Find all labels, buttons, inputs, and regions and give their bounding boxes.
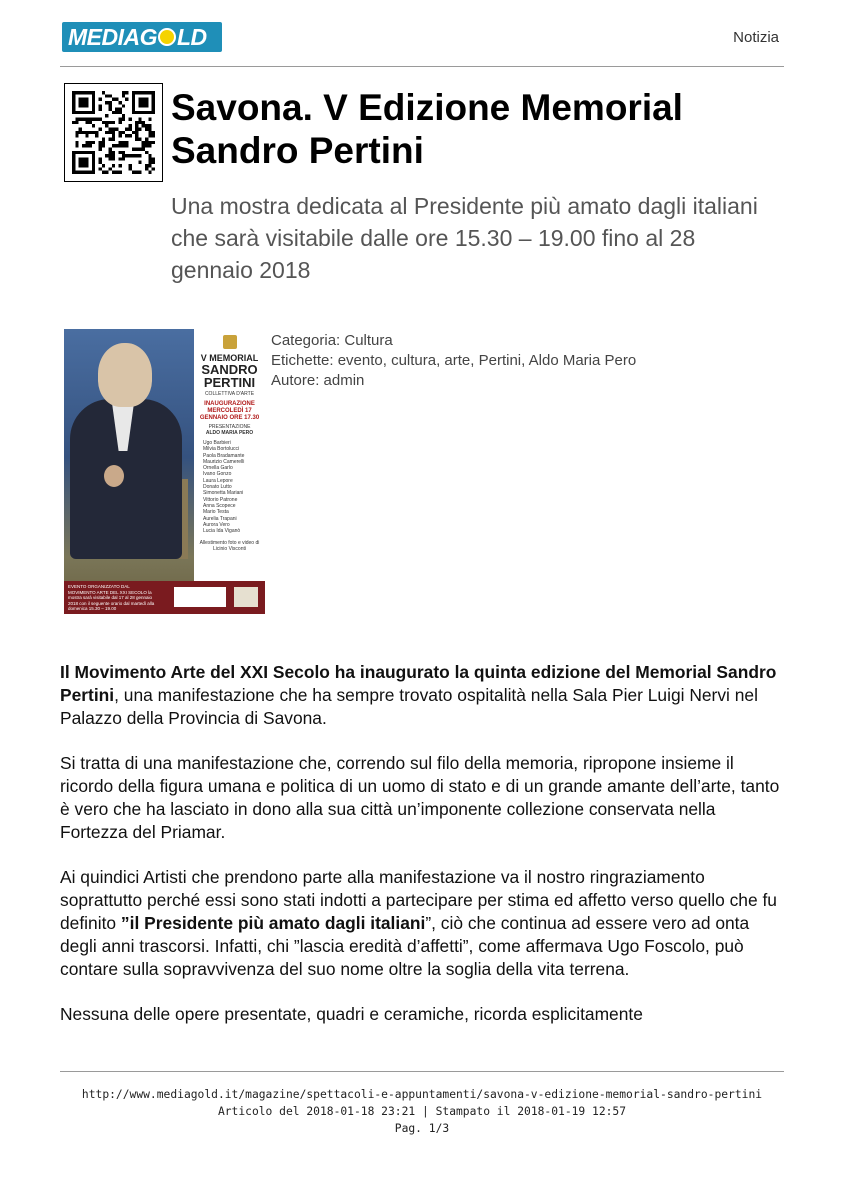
paragraph-1-bold: Il Movimento Arte del XXI Secolo ha inaugurato la quinta edizione del Memorial Sandro Pertini: [60, 662, 777, 705]
poster-artist-name: Mario Testa: [203, 509, 229, 516]
qr-code-icon: [64, 83, 163, 182]
poster-line1: V MEMORIAL: [200, 353, 259, 363]
poster-artist-name: Paola Bradamante: [203, 452, 245, 459]
poster-artist-name: Ornella Garlo: [203, 465, 233, 472]
section-label: Notizia: [733, 29, 779, 46]
paragraph-1: [60, 661, 784, 730]
poster-artist-name: Vittorio Patrone: [203, 496, 238, 503]
poster-artist-name: Donato Lutto: [203, 484, 232, 491]
poster-text-panel: [194, 329, 265, 581]
paragraph-3-bold: ”il Presidente più amato dagli italiani: [120, 913, 426, 933]
poster-artist-name: Aurora Vero: [203, 521, 230, 528]
poster-artist-name: Aurelia Trapani: [203, 515, 237, 522]
poster-presenter-label: PRESENTAZIONE: [208, 424, 251, 430]
paragraph-2: Si tratta di una manifestazione che, correndo sul filo della memoria, ripropone insieme il ricordo della figura umana e politica di un uomo di stato e di un grande amante dell’arte, tanto è vero che ha lasciato in dono alla sua città un’imponente collezione conservata nella Fortezza del Priamar.: [60, 753, 780, 842]
header-divider: [60, 66, 784, 67]
poster-footer-band: [64, 581, 265, 614]
poster-line4: COLLETTIVA D'ARTE: [204, 391, 255, 397]
article-subtitle: Una mostra dedicata al Presidente più amato dagli italiani che sarà visitabile dalle ore 15.30 – 19.00 fino al 28 gennaio 2018: [171, 193, 758, 283]
poster-artist-name: Ugo Barbieri: [203, 440, 231, 446]
poster-emblem-icon: [223, 335, 237, 349]
poster-footer-text: EVENTO ORGANIZZATO DAL MOVIMENTO ARTE DEL XXI SECOLO la mostra sarà visitabile dal 17 al 28 gennaio 2018 con il seguente orario dal martedì alla domenica 15.30 – 19.00: [68, 584, 155, 611]
poster-portrait-head: [98, 343, 152, 407]
poster-presenter: ALDO MARIA PERO: [205, 430, 254, 436]
poster-partner-logo: [234, 587, 258, 607]
poster-sponsor-logo: [174, 587, 226, 607]
meta-author: Autore: admin: [271, 372, 365, 389]
poster-inauguration-date: MERCOLEDÌ 17 GENNAIO ORE 17.30: [199, 408, 260, 421]
poster-artist-name: Anna Scopece: [203, 502, 236, 509]
paragraph-4: Nessuna delle opere presentate, quadri e ceramiche, ricorda esplicitamente: [60, 1004, 643, 1024]
poster-artist-name: Ivano Gonzo: [203, 471, 232, 478]
article-meta: [271, 331, 636, 391]
poster-artist-name: Lucia Ida Viganò: [203, 528, 241, 535]
poster-artist-name: Milvia Bortolucci: [203, 446, 240, 453]
poster-portrait-hand: [104, 465, 124, 487]
article-body: [60, 661, 784, 1048]
qr-code-graphic: [72, 91, 155, 174]
poster-line3: PERTINI: [203, 375, 256, 390]
logo-text-right: LD: [177, 23, 207, 50]
poster-line2: SANDRO: [201, 362, 258, 377]
logo-text-left: MEDIAG: [68, 23, 157, 50]
paragraph-1-rest: , una manifestazione che ha sempre trovato ospitalità nella Sala Pier Luigi Nervi nel Palazzo della Provincia di Savona.: [60, 685, 758, 728]
footer-divider: [60, 1071, 784, 1072]
meta-category: Categoria: Cultura: [271, 332, 393, 349]
footer-url[interactable]: http://www.mediagold.it/magazine/spettacoli-e-appuntamenti/savona-v-edizione-memorial-sandro-pertini: [81, 1088, 763, 1101]
poster-artist-name: Laura Lepore: [203, 477, 233, 484]
footer-page: Pag. 1/3: [394, 1122, 450, 1135]
poster-artist-list: [197, 440, 262, 534]
poster-artist-name: Maurizio Camerelli: [203, 458, 245, 465]
paragraph-3-part1: Ai quindici Artisti che prendono parte alla manifestazione va il nostro ringraziamento soprattutto perché essi sono stati indotti a partecipare per stima ed affetto verso quello che fu definito: [60, 867, 777, 933]
logo-o-icon: [158, 28, 176, 46]
print-footer: [60, 1086, 784, 1137]
meta-tags: Etichette: evento, cultura, arte, Pertini, Aldo Maria Pero: [271, 352, 637, 369]
poster-artist-name: Simonetta Mariani: [203, 490, 244, 497]
paragraph-3-part2: ”, ciò che continua ad essere vero ad onta degli anni trascorsi. Infatti, chi ”lascia eredità d’affetti”, come affermava Ugo Foscolo, può contare sulla sopravvivenza del suo nome oltre la soglia della vita terrena.: [60, 913, 750, 979]
poster-credits: Allestimento foto e video di Licinio Visconti: [199, 540, 260, 553]
poster-inauguration: INAUGURAZIONE: [204, 401, 255, 407]
paragraph-3: [60, 866, 784, 981]
mediagold-logo[interactable]: [62, 22, 222, 52]
footer-dates: Articolo del 2018-01-18 23:21 | Stampato il 2018-01-19 12:57: [217, 1105, 627, 1118]
article-title: Savona. V Edizione Memorial Sandro Pertini: [171, 87, 683, 171]
event-poster-image: [64, 329, 265, 614]
